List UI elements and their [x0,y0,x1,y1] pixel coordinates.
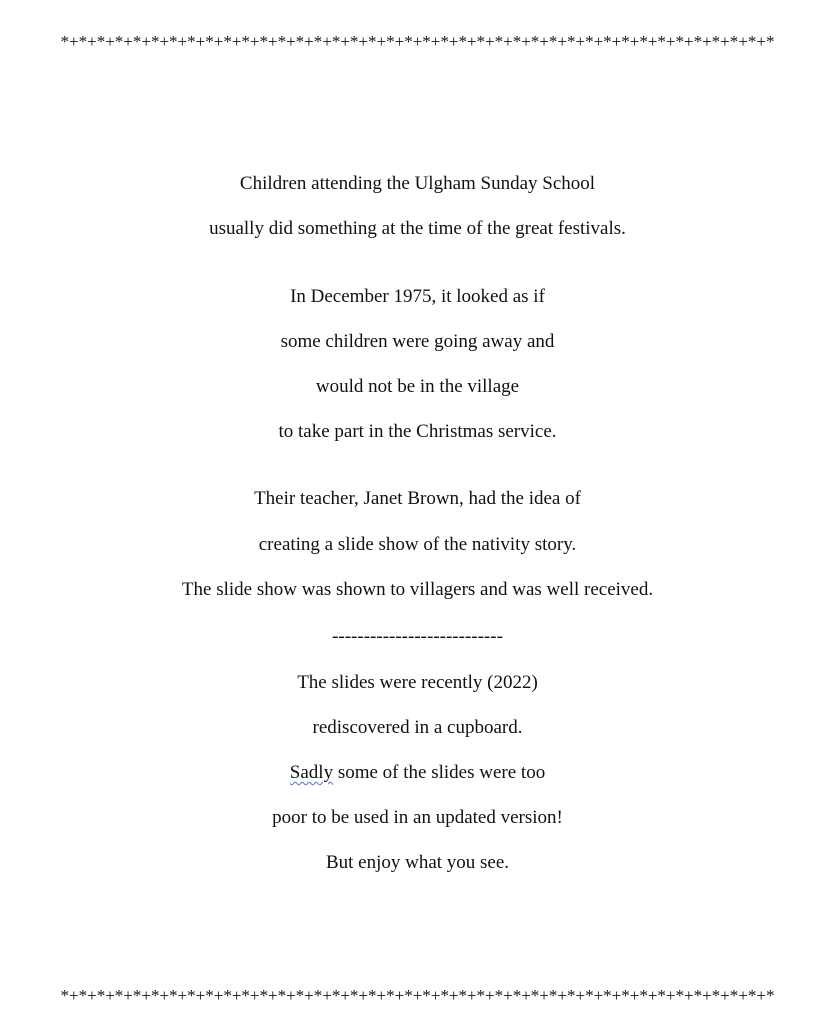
text-line: some children were going away and [280,331,555,352]
text-fragment: some of the slides were too [333,762,546,783]
text-line: The slide show was shown to villagers and was well received. [181,579,654,600]
text-line: The slides were recently (2022) [297,672,538,693]
text-line: Their teacher, Janet Brown, had the idea of [254,488,581,509]
decorative-border-bottom: *+*+*+*+*+*+*+*+*+*+*+*+*+*+*+*+*+*+*+*+*+*+*+*+*+*+*+*+*+*+*+*+*+*+*+*+*+*+*+* [60,986,775,1005]
text-line: to take part in the Christmas service. [278,421,557,442]
text-line: creating a slide show of the nativity story. [258,534,577,555]
text-line: poor to be used in an updated version! [272,807,563,828]
text-line: rediscovered in a cupboard. [312,717,523,738]
section-divider: --------------------------- [332,626,503,647]
text-line: But enjoy what you see. [325,852,510,873]
text-line: In December 1975, it looked as if [290,286,545,307]
text-line: Children attending the Ulgham Sunday School [239,173,596,194]
decorative-border-top: *+*+*+*+*+*+*+*+*+*+*+*+*+*+*+*+*+*+*+*+*+*+*+*+*+*+*+*+*+*+*+*+*+*+*+*+*+*+*+* [60,32,775,51]
text-line [0,761,835,785]
text-line: usually did something at the time of the great festivals. [209,218,626,239]
misspelled-word[interactable]: Sadly [289,762,334,783]
text-line: would not be in the village [315,376,520,397]
